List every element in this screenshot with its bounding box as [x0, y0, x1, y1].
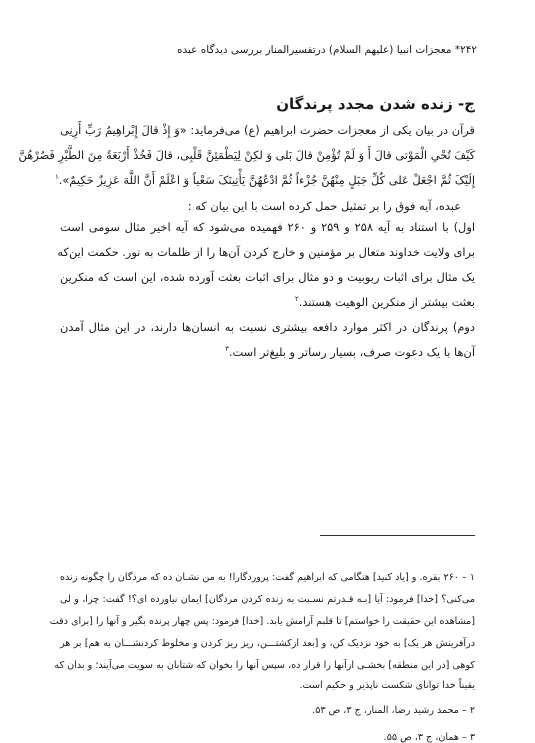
- text-line: قرآن در بیان یکی از معجزات حضرت ابراهیم (ع) می‌فرماید: «وَ إِذْ قالَ إِبْراهِیمُ رَبِّ أَرِنِی: [60, 123, 475, 137]
- footnote-line: ۱ – ۲۶۰ بقره. و [یاد کنید] هنگامی که ابراهیم گفت: پروردگارا! به من نشـان ده که مردگان را چگونه زنده: [60, 572, 476, 583]
- footnote-line: درآفرینش هر یک] به خود نزدیک کن، و [بعد ازکشتـــن، ریز ریز کردن و مخلوط کردنشـــان به هم] بر هر: [60, 638, 475, 649]
- text-line: برای ولایت خداوند متعال بر مؤمنین و خارج کردن آن‌ها را از ظلمات به نور. حکمت این‌که: [57, 245, 475, 259]
- footnote-3: ۳ – همان، ج ۳، ص ۵۵.: [383, 732, 475, 743]
- section-heading: ج- زنده شدن مجدد پرندگان: [276, 95, 475, 113]
- text-line: دوم) پرندگان در اکثر موارد دافعه بیشتری نسبت به انسان‌ها دارند، در این مثال آمدن: [60, 320, 475, 334]
- text-line: یک مثال برای اثبات ربوبیت و دو مثال برای اثبات بعثت آورده شده، این است که منکرین: [60, 270, 475, 284]
- footnote-2: ۲ – محمد رشید رضا، المنار، ج ۳، ص ۵۳.: [312, 705, 475, 716]
- text-line: إِلَیْکَ ثُمَّ اجْعَلْ عَلی کُلِّ جَبَلٍ مِنْهُنَّ جُزْءاً ثُمَّ ادْعُهُنَّ یَأْتِینَکَ سَعْیاً وَ اعْلَمْ أَنَّ اللَّهَ عَزِیزٌ حَکِیمٌ».$^۱$: [54, 173, 475, 187]
- footnote-line: [مشاهده این حقیقت را خواستم] تا قلبم آرامش یابد. [خدا] فرمود: پس چهار پرنده بگیر و آنها را [برای دقت: [49, 616, 475, 627]
- text-line: بعثت بیشتر از منکرین الوهیت هستند.$^۲$: [294, 295, 475, 309]
- footnote-ref: ۲: [294, 295, 299, 304]
- text-line: آن‌ها با یک دعوت صرف، بسیار رساتر و بلیغ‌تر است.$^۳$: [225, 345, 475, 359]
- text-line: عبده، آیه فوق را بر تمثیل حمل کرده است با این بیان که :: [187, 199, 461, 213]
- running-header: ۲۴۲* معجزات انبیا (علیهم السلام) درتفسیرالمنار بررسی دیدگاه عبده: [176, 44, 477, 56]
- footnote-line: یقیناً خدا توانای شکست ناپذیر و حکیم است.: [299, 680, 475, 691]
- text-line: کَیْفَ تُحْیِ الْمَوْتی قالَ أَ وَ لَمْ تُؤْمِنْ قالَ بَلی وَ لکِنْ لِیَطْمَئِنَّ قَلْبِی، قالَ فَخُذْ أَرْبَعَةً مِنَ الطَّیْرِ فَصُرْهُنَّ: [18, 148, 475, 162]
- footnote-ref: ۱: [54, 173, 59, 182]
- text-line: اول) با استناد به آیه ۲۵۸ و ۲۵۹ و ۲۶۰ فهمیده می‌شود که آیه اخیر مثال سومی است: [60, 220, 475, 234]
- footnote-ref: ۳: [225, 345, 229, 354]
- footnote-line: کوهی [در این منطقه] بخشـی ازآنها را قرار ده، سپس آنها را بخوان که شتابان به سویت می‌آیند؛ و بدان که: [54, 660, 475, 671]
- footnote-divider: [320, 535, 475, 536]
- footnote-line: می‌کنی؟ [خدا] فرمود: آیا [بـه قـدرتم نسـبت به زنده کردن مردگان] ایمان نیاورده ای؟! گفت: چرا، و لی: [60, 594, 475, 605]
